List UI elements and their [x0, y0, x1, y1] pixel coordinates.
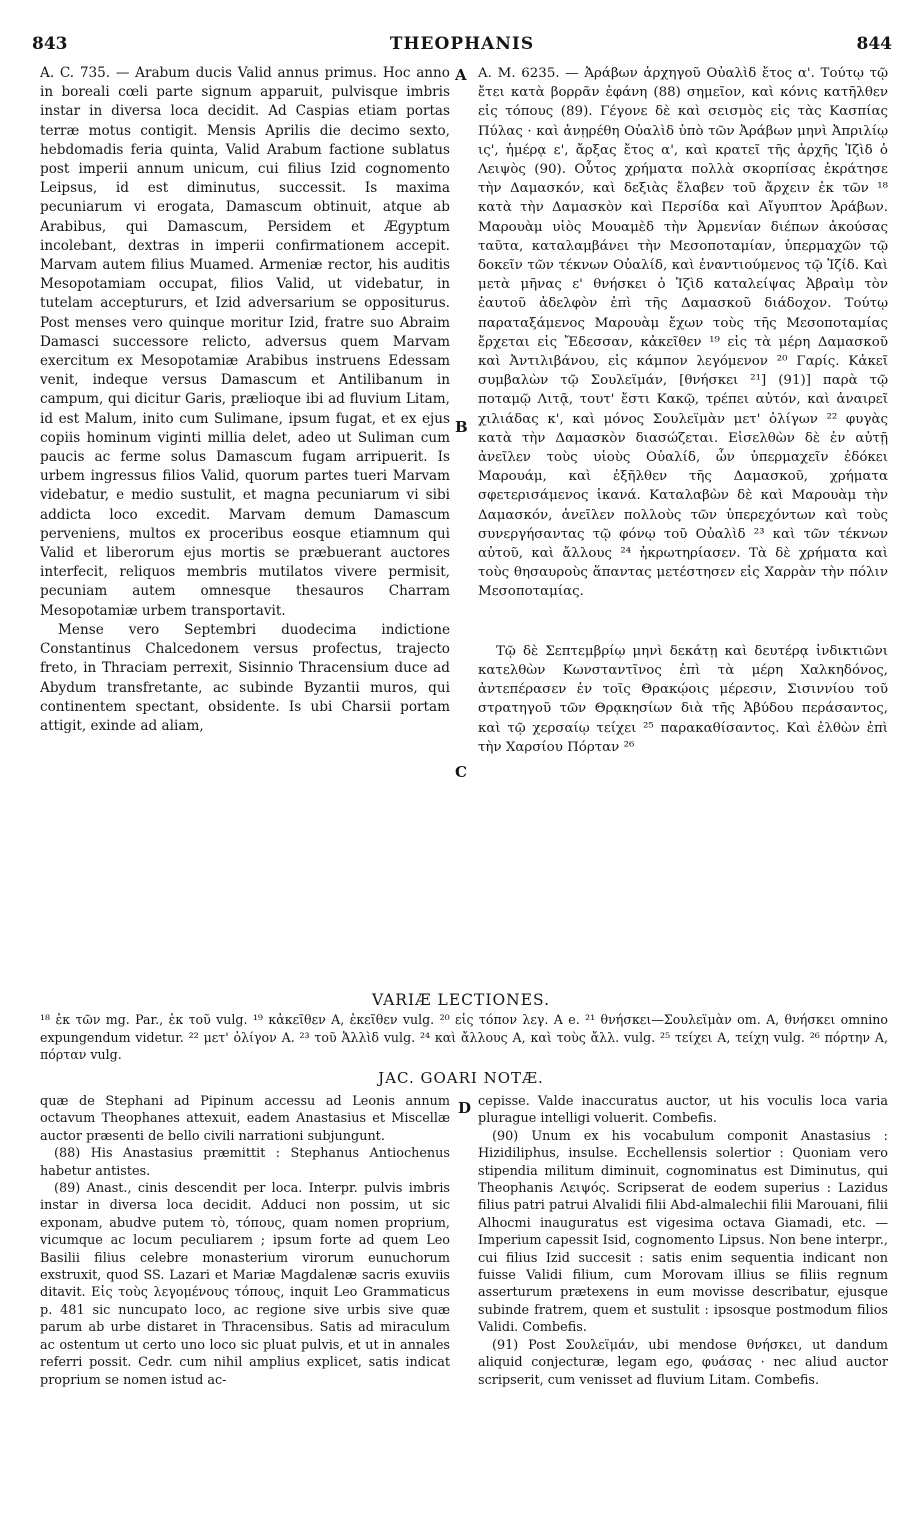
greek-column: [478, 64, 888, 757]
margin-letter-a: A: [455, 66, 467, 84]
margin-letter-c: C: [455, 763, 467, 781]
note-paragraph: cepisse. Valde inaccuratus auctor, ut his voculis loca varia plurague intelligi voluerit. Combefis.: [478, 1094, 888, 1127]
greek-paragraph: Τῷ δὲ Σεπτεμβρίῳ μηνὶ δεκάτῃ καὶ δευτέρᾳ ἰνδικτιῶνι κατελθὼν Κωνσταντῖνος ἐπὶ τὰ μέρη Χαλκηδόνος, ἀντεπέρασεν ἐν τοῖς Θρακῴοις μέρεσιν, Σισιννίου τοῦ στρατηγοῦ τῶν Θρᾳκησίων διὰ τῆς Ἀβύδου περάσαντος, καὶ τῷ χερσαίῳ τείχει ²⁵ παρακαθίσαντος. Καὶ ἐλθὼν ἐπὶ τὴν Χαρσίου Πόρταν ²⁶: [478, 643, 888, 755]
variae-lectiones-heading: VARIÆ LECTIONES.: [371, 991, 551, 1009]
margin-letter-d: D: [458, 1099, 472, 1117]
page-number-left: 843: [32, 34, 68, 54]
variae-lectiones-text: ¹⁸ ἐκ τῶν mg. Par., ἐκ τοῦ vulg. ¹⁹ κἀκεῖθεν A, ἐκεῖθεν vulg. ²⁰ εἰς τόπον λεγ. A e. ²¹ θνήσκει—Σουλεϊμὰν om. A, θνήσκει omnino expungendum videtur. ²² μετ' ὀλίγον A. ²³ τοῦ Ἀλλὶδ vulg. ²⁴ καὶ ἄλλους A, καὶ τοὺς ἄλλ. vulg. ²⁵ τείχει A, τείχη vulg. ²⁶ πόρτην A, πόρταν vulg.: [40, 1012, 888, 1062]
notes-heading: JAC. GOARI NOTÆ.: [378, 1069, 544, 1087]
running-title: THEOPHANIS: [389, 34, 535, 54]
notes-left-column: [40, 1093, 450, 1389]
note-paragraph: (90) Unum ex his vocabulum componit Anastasius : Hizidiliphus, insulse. Ecchellensis solertior : Quoniam vero stipendia militum diminuit, cognominatus est Diminutus, qui Theophanis Λειψός. Scripserat de eodem superius : Lazidus filius patri patrui Alvalidi filii Abd-almalechii filii Marouani, filii Alhocmi inauguratus est vigesima octava Giamadi, etc. — Imperium capessit Isid, cognomento Lipsus. Non bene interpr., cui filius Izid succesit : satis enim sequentia indicant non fuisse Validi filium, cum Morovam illius se filiis regnum asserturum prætexens in eum movisse describatur, ejusque subinde fratrem, quem et sustulit : ipsosque postmodum filios Validi. Combefis.: [478, 1128, 888, 1336]
note-paragraph: (88) His Anastasius præmittit : Stephanus Antiochenus habetur antistes.: [40, 1146, 450, 1179]
latin-paragraph: Mense vero Septembri duodecima indictione Constantinus Chalcedonem versus profectus, trajecto freto, in Thraciam perrexit, Sisinnio Thracensium duce ad Abydum transfretante, ac subinde Byzantii muros, qui continentem spectant, obsidente. Is ubi Charsii portam attigit, exinde ad aliam,: [40, 621, 450, 734]
note-paragraph: (89) Anast., cinis descendit per loca. Interpr. pulvis imbris instar in diversa loca decidit. Adduci non possim, ut sic exponam, abudve putem τὸ, τόπους, quam nomen proprium, vicumque ac locum peculiarem ; ipsum forte ad quem Leo Basilii filius celebre monasterium virorum eunuchorum exstruxit, quod SS. Lazari et Mariæ Magdalenæ sacris exuviis ditavit. Εἰς τοὺς λεγομένους τόπους, inquit Leo Grammaticus p. 481 sic nuncupato loco, ac regione sive urbis sive quæ parum ab urbe distaret in Thracensibus. Satis ad miraculum ac ostentum ut certo uno loco sic pluat pulvis, et ut in annales referri possit. Cedr. cum nihil amplius explicet, satis indicat proprium se nomen istud ac-: [40, 1181, 450, 1388]
note-paragraph: quæ de Stephani ad Pipinum accessu ad Leonis annum octavum Theophanes attexuit, eadem Anastasius et Miscellæ auctor præsenti de bello civili narrationi subjungunt.: [40, 1094, 450, 1144]
note-paragraph: (91) Post Σουλεϊμάν, ubi mendose θνήσκει, ut dandum aliquid conjecturæ, legam ego, φυάσας · nec aliud auctor scripserit, cum venisset ad fluvium Litam. Combefis.: [478, 1337, 888, 1388]
notes-right-column: [478, 1093, 888, 1389]
page-header: [32, 34, 892, 60]
greek-paragraph: A. M. 6235. — Ἀράβων ἀρχηγοῦ Οὐαλὶδ ἔτος α'. Τούτῳ τῷ ἔτει κατὰ βορρᾶν ἐφάνη (88) σημεῖον, καὶ κόνις κατῆλθεν εἰς τόπους (89). Γέγονε δὲ καὶ σεισμὸς εἰς τὰς Κασπίας Πύλας · καὶ ἀνῃρέθη Οὐαλὶδ ὑπὸ τῶν Ἀράβων μηνὶ Ἀπριλίῳ ις', ἡμέρᾳ ε', ἄρξας ἔτος α', καὶ κρατεῖ τῆς ἀρχῆς Ἰζὶδ ὁ Λειψὸς (90). Οὗτος χρήματα πολλὰ σκορπίσας ἐκράτησε τὴν Δαμασκόν, καὶ δεξιὰς ἔλαβεν τοῦ ἄρχειν ἐκ τῶν ¹⁸ κατὰ τὴν Δαμασκὸν καὶ Περσίδα καὶ Αἴγυπτον Ἀράβων. Μαρουὰμ υἱὸς Μουαμὲδ τὴν Ἀρμενίαν διέπων ἀκούσας ταῦτα, καταλαμβάνει τὴν Μεσοποταμίαν, ὑπερμαχῶν τῷ δοκεῖν τῶν τέκνων Οὐαλίδ, καὶ ἐναντιούμενος τῷ Ἰζίδ. Καὶ μετὰ μῆνας ε' θνήσκει ὁ Ἰζὶδ καταλείψας Ἀβραὶμ τὸν ἑαυτοῦ ἀδελφὸν ἐπὶ τῆς Δαμασκοῦ διάδοχον. Τούτῳ παραταξάμενος Μαρουὰμ ἔχων τοὺς τῆς Μεσοποταμίας ἔρχεται εἰς Ἔδεσσαν, κἀκεῖθεν ¹⁹ εἰς τὰ μέρη Δαμασκοῦ καὶ Ἀντιλιβάνου, εἰς κάμπον λεγόμενον ²⁰ Γαρίς. Κἀκεῖ συμβαλὼν τῷ Σουλεϊμάν, [θνήσκει ²¹] (91)] παρὰ τῷ ποταμῷ Λιτᾷ, τουτ' ἔστι Κακῷ, τρέπει αὐτόν, καὶ ἀναιρεῖ χιλιάδας κ', καὶ μόνος Σουλεϊμὰν μετ' ὀλίγων ²² φυγὰς κατὰ τὴν Δαμασκὸν διασώζεται. Εἰσελθὼν δὲ ἐν αὐτῇ ἀνεῖλεν τοὺς υἱοὺς Οὐαλίδ, ὧν ὑπερμαχεῖν ἐδόκει Μαρουάμ, καὶ ἐξῆλθεν τῆς Δαμασκοῦ, χρήματα σφετερισάμενος ἱκανά. Καταλαβὼν δὲ καὶ Μαρουὰμ τὴν Δαμασκόν, ἀνεῖλεν πολλοὺς τῶν ὑπερεχόντων καὶ τοὺς συνεργήσαντας τῷ φόνῳ τοῦ Οὐαλὶδ ²³ καὶ τῶν τέκνων αὐτοῦ, καὶ ἄλλους ²⁴ ἠκρωτηρίασεν. Τὰ δὲ χρήματα καὶ τοὺς θησαυροὺς ἅπαντας μετέστησεν εἰς Χαρρὰν τὴν πόλιν Μεσοποταμίας.: [478, 66, 888, 600]
page-number-right: 844: [856, 34, 892, 54]
latin-column: [40, 64, 450, 736]
margin-letter-b: B: [455, 418, 468, 436]
latin-paragraph: A. C. 735. — Arabum ducis Valid annus primus. Hoc anno in boreali cœli parte signum apparuit, pulvisque imbris instar in diversa loca decidit. Ad Caspias etiam portas terræ motus contigit. Mensis Aprilis die decimo sexto, hebdomadis feria quinta, Valid Arabum factione sublatus post imperii annum unicum, cui filius Izid cognomento Leipsus, id est diminutus, successit. Is maxima pecuniarum vi erogata, Damascum obtinuit, atque ab Arabibus, qui Damascum, Persidem et Ægyptum incolebant, dextras in imperii confirmationem accepit. Marvam autem filius Muamed. Armeniæ rector, his auditis Mesopotamiam occupat, filios Valid, ut videbatur, in tutelam acceptururs, et Izid adversarium se oppositurus. Post menses vero quinque moritur Izid, fratre suo Abraim Damasci successore relicto, adversus quem Marvam exercitum ex Mesopotamiæ Arabibus instruens Edessam venit, indeque versus Damascum et Antilibanum in campum, qui dicitur Garis, prælioque ibi ad fluvium Litam, id est Malum, inito cum Sulimane, ipsum fugat, et ex ejus copiis hominum viginti millia delet, adeo ut Suliman cum paucis ac ferme solus Damascum fugam arripuerit. Is urbem ingressus filios Valid, quorum partes tueri Marvam videbatur, e medio sustulit, et magna pecuniarum vi sibi addicta loco excedit. Marvam demum Damascum perveniens, multos ex proceribus eosque etiamnum qui Valid et liberorum ejus mortis se præbuerant auctores interfecit, reliquos membris mutilatos vivere permisit, pecuniam autem omnesque thesauros Charram Mesopotamiæ urbem transportavit.: [40, 65, 450, 619]
